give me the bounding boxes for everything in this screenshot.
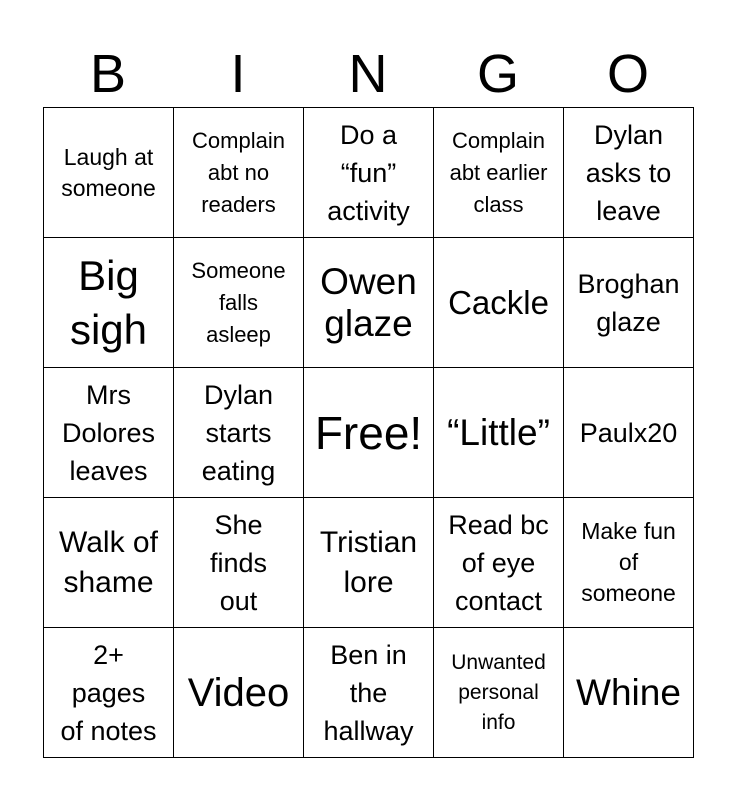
cell-text: Complain abt no readers [192,127,285,217]
cell-text: Cackle [448,283,549,321]
bingo-cell[interactable] [44,498,174,628]
bingo-cell[interactable] [174,368,304,498]
bingo-cell[interactable] [174,498,304,628]
bingo-cell[interactable] [44,238,174,368]
bingo-cell[interactable] [434,628,564,758]
cell-text: Owen glaze [320,260,417,344]
header-letter-n: N [348,44,388,104]
cell-text: Big sigh [69,251,148,353]
bingo-cell[interactable] [434,498,564,628]
cell-text: Paulx20 [579,417,678,448]
bingo-cell[interactable] [434,368,564,498]
cell-text: Dylan starts eating [201,379,276,486]
cell-text: Ben in the hallway [323,639,414,746]
bingo-cell[interactable] [564,238,694,368]
cell-text: Unwanted personal info [451,650,546,734]
bingo-cell[interactable] [304,498,434,628]
cell-text: Whine [576,671,681,713]
cell-text: Do a “fun” activity [327,119,410,226]
bingo-card-grid [43,107,694,758]
cell-text: 2+ pages of notes [60,639,157,746]
cell-text: Laugh at someone [61,143,156,201]
cell-text: Complain abt earlier class [449,127,548,217]
cell-text: Walk of shame [59,525,158,599]
bingo-cell[interactable] [434,108,564,238]
bingo-cell[interactable] [44,108,174,238]
cell-text: Mrs Dolores leaves [61,379,156,486]
header-letter-o: O [606,44,649,104]
bingo-cell[interactable] [564,498,694,628]
header-letter-i: I [230,44,246,104]
header-letter-b: B [89,44,127,104]
bingo-cell[interactable] [304,628,434,758]
free-space-text: Free! [314,406,423,459]
cell-text: Someone falls asleep [191,257,286,347]
bingo-cell[interactable] [434,238,564,368]
cell-text: Tristian lore [319,525,418,599]
bingo-cell[interactable] [44,368,174,498]
bingo-cell[interactable] [304,238,434,368]
cell-text: Make fun of someone [581,518,676,606]
cell-text: Video [187,670,290,715]
bingo-cell-free-space[interactable] [304,368,434,498]
cell-text: “Little” [447,411,550,453]
cell-text: Broghan glaze [577,268,680,337]
cell-text: Read bc of eye contact [448,509,549,616]
bingo-cell[interactable] [564,368,694,498]
bingo-header [43,40,693,108]
cell-text: She finds out [209,509,268,616]
bingo-cell[interactable] [44,628,174,758]
bingo-cell[interactable] [564,108,694,238]
bingo-cell[interactable] [174,628,304,758]
bingo-cell[interactable] [174,238,304,368]
bingo-cell[interactable] [564,628,694,758]
header-letter-g: G [476,44,519,104]
cell-text: Dylan asks to leave [585,119,672,226]
bingo-cell[interactable] [174,108,304,238]
bingo-cell[interactable] [304,108,434,238]
